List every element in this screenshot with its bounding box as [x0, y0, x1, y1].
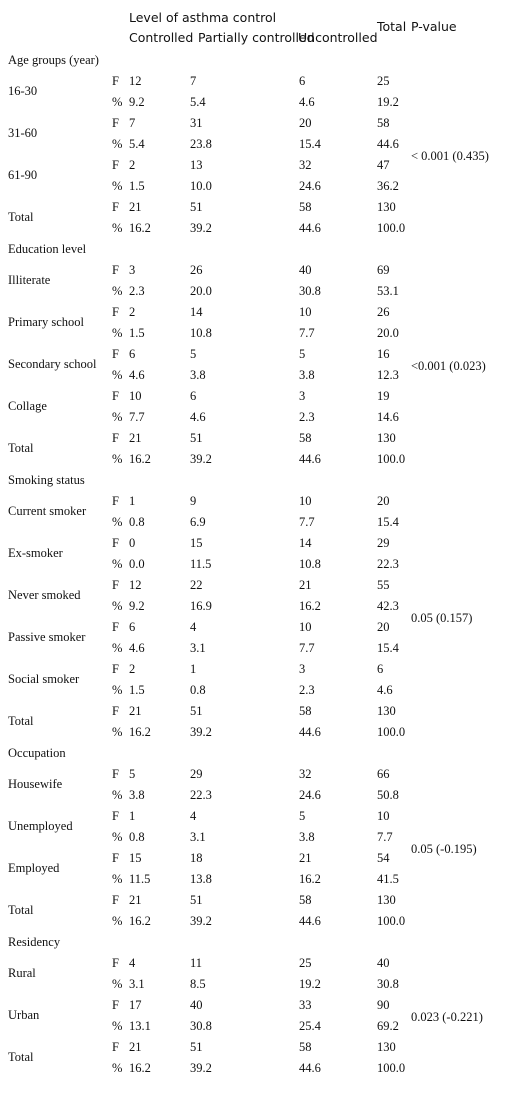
row-group-label: Total — [8, 210, 34, 224]
frequency-cell: 12 — [129, 578, 142, 592]
frequency-cell: 10 — [299, 620, 312, 634]
percent-marker: % — [112, 179, 123, 193]
percent-marker: % — [112, 788, 123, 802]
percent-marker: % — [112, 452, 123, 466]
frequency-cell: 130 — [377, 1040, 396, 1054]
frequency-cell: 21 — [129, 200, 142, 214]
frequency-cell: 55 — [377, 578, 390, 592]
row-group-label: Rural — [8, 966, 36, 980]
percent-cell: 25.4 — [299, 1019, 321, 1033]
frequency-cell: 10 — [129, 389, 142, 403]
percent-cell: 22.3 — [190, 788, 212, 802]
percent-cell: 1.5 — [129, 326, 145, 340]
frequency-cell: 31 — [190, 116, 203, 130]
percent-cell: 0.0 — [129, 557, 145, 571]
frequency-cell: 6 — [299, 74, 306, 88]
frequency-cell: 1 — [190, 662, 197, 676]
percent-cell: 20.0 — [190, 284, 212, 298]
percent-marker: % — [112, 1061, 123, 1075]
percent-cell: 100.0 — [377, 221, 406, 235]
percent-cell: 10.8 — [190, 326, 212, 340]
percent-cell: 2.3 — [129, 284, 145, 298]
percent-cell: 14.6 — [377, 410, 399, 424]
percent-marker: % — [112, 830, 123, 844]
percent-marker: % — [112, 326, 123, 340]
frequency-marker: F — [112, 893, 119, 907]
percent-cell: 39.2 — [190, 221, 212, 235]
frequency-marker: F — [112, 116, 119, 130]
frequency-cell: 58 — [377, 116, 390, 130]
percent-marker: % — [112, 557, 123, 571]
percent-cell: 7.7 — [299, 515, 315, 529]
frequency-cell: 12 — [129, 74, 142, 88]
frequency-cell: 51 — [190, 704, 203, 718]
percent-cell: 13.1 — [129, 1019, 151, 1033]
percent-marker: % — [112, 284, 123, 298]
row-group-label: Passive smoker — [8, 630, 86, 644]
frequency-cell: 14 — [299, 536, 312, 550]
percent-marker: % — [112, 95, 123, 109]
percent-marker: % — [112, 137, 123, 151]
frequency-cell: 11 — [190, 956, 203, 970]
frequency-cell: 130 — [377, 893, 396, 907]
percent-cell: 1.5 — [129, 683, 145, 697]
frequency-cell: 15 — [129, 851, 142, 865]
frequency-cell: 21 — [129, 704, 142, 718]
frequency-cell: 58 — [299, 893, 312, 907]
row-group-label: Never smoked — [8, 588, 81, 602]
frequency-cell: 5 — [299, 809, 306, 823]
row-group-label: 16-30 — [8, 84, 38, 98]
header-partially-controlled: Partially controlled — [198, 30, 315, 45]
frequency-cell: 21 — [129, 431, 142, 445]
percent-cell: 7.7 — [299, 326, 315, 340]
percent-cell: 4.6 — [190, 410, 206, 424]
percent-cell: 7.7 — [129, 410, 145, 424]
percent-cell: 50.8 — [377, 788, 399, 802]
percent-cell: 44.6 — [299, 452, 321, 466]
percent-cell: 24.6 — [299, 179, 321, 193]
frequency-marker: F — [112, 263, 119, 277]
frequency-cell: 2 — [129, 158, 136, 172]
percent-cell: 16.2 — [129, 914, 151, 928]
frequency-cell: 47 — [377, 158, 390, 172]
row-group-label: Employed — [8, 861, 60, 875]
percent-marker: % — [112, 914, 123, 928]
row-group-label: Total — [8, 903, 34, 917]
percent-cell: 16.2 — [129, 452, 151, 466]
p-value-cell: < 0.001 (0.435) — [411, 149, 489, 163]
frequency-marker: F — [112, 494, 119, 508]
section-title: Residency — [8, 935, 61, 949]
percent-cell: 15.4 — [377, 515, 399, 529]
frequency-cell: 40 — [299, 263, 312, 277]
frequency-cell: 40 — [190, 998, 203, 1012]
frequency-cell: 15 — [190, 536, 203, 550]
frequency-cell: 29 — [190, 767, 203, 781]
percent-marker: % — [112, 641, 123, 655]
percent-cell: 15.4 — [299, 137, 321, 151]
frequency-marker: F — [112, 200, 119, 214]
frequency-cell: 3 — [299, 662, 306, 676]
percent-cell: 10.0 — [190, 179, 212, 193]
percent-cell: 100.0 — [377, 725, 406, 739]
frequency-marker: F — [112, 1040, 119, 1054]
frequency-cell: 20 — [377, 620, 390, 634]
frequency-cell: 4 — [190, 809, 197, 823]
percent-cell: 53.1 — [377, 284, 399, 298]
frequency-cell: 25 — [377, 74, 390, 88]
percent-cell: 44.6 — [299, 914, 321, 928]
frequency-marker: F — [112, 536, 119, 550]
percent-cell: 39.2 — [190, 914, 212, 928]
percent-cell: 16.2 — [299, 599, 321, 613]
frequency-cell: 130 — [377, 704, 396, 718]
percent-cell: 1.5 — [129, 179, 145, 193]
percent-cell: 7.7 — [299, 641, 315, 655]
percent-cell: 2.3 — [299, 683, 315, 697]
percent-cell: 12.3 — [377, 368, 399, 382]
frequency-cell: 19 — [377, 389, 390, 403]
frequency-cell: 51 — [190, 1040, 203, 1054]
percent-cell: 20.0 — [377, 326, 399, 340]
header-uncontrolled: Uncontrolled — [298, 30, 378, 45]
percent-cell: 3.8 — [129, 788, 145, 802]
row-group-label: Illiterate — [8, 273, 51, 287]
p-value-cell: 0.05 (-0.195) — [411, 842, 477, 856]
frequency-cell: 5 — [299, 347, 306, 361]
frequency-cell: 21 — [299, 851, 312, 865]
frequency-cell: 17 — [129, 998, 142, 1012]
percent-cell: 30.8 — [377, 977, 399, 991]
frequency-cell: 40 — [377, 956, 390, 970]
percent-cell: 100.0 — [377, 1061, 406, 1075]
row-group-label: 31-60 — [8, 126, 38, 140]
percent-cell: 9.2 — [129, 95, 145, 109]
frequency-cell: 10 — [299, 305, 312, 319]
percent-cell: 22.3 — [377, 557, 399, 571]
percent-cell: 100.0 — [377, 452, 406, 466]
row-group-label: Primary school — [8, 315, 85, 329]
frequency-cell: 21 — [299, 578, 312, 592]
percent-cell: 42.3 — [377, 599, 399, 613]
frequency-cell: 32 — [299, 158, 312, 172]
row-group-label: Unemployed — [8, 819, 73, 833]
row-group-label: Ex-smoker — [8, 546, 63, 560]
frequency-cell: 2 — [129, 305, 136, 319]
percent-cell: 2.3 — [299, 410, 315, 424]
frequency-marker: F — [112, 851, 119, 865]
p-value-cell: <0.001 (0.023) — [411, 359, 486, 373]
percent-cell: 0.8 — [129, 830, 145, 844]
frequency-marker: F — [112, 389, 119, 403]
frequency-cell: 58 — [299, 200, 312, 214]
percent-cell: 4.6 — [377, 683, 393, 697]
percent-cell: 24.6 — [299, 788, 321, 802]
frequency-cell: 33 — [299, 998, 312, 1012]
frequency-marker: F — [112, 809, 119, 823]
percent-cell: 44.6 — [299, 221, 321, 235]
percent-cell: 11.5 — [129, 872, 151, 886]
percent-cell: 36.2 — [377, 179, 399, 193]
percent-cell: 15.4 — [377, 641, 399, 655]
row-group-label: 61-90 — [8, 168, 38, 182]
frequency-cell: 21 — [129, 1040, 142, 1054]
frequency-cell: 29 — [377, 536, 390, 550]
percent-cell: 16.2 — [129, 221, 151, 235]
percent-cell: 41.5 — [377, 872, 399, 886]
percent-marker: % — [112, 221, 123, 235]
frequency-cell: 14 — [190, 305, 203, 319]
frequency-cell: 58 — [299, 704, 312, 718]
percent-cell: 4.6 — [129, 368, 145, 382]
frequency-cell: 66 — [377, 767, 390, 781]
frequency-cell: 26 — [190, 263, 203, 277]
percent-marker: % — [112, 977, 123, 991]
percent-cell: 8.5 — [190, 977, 206, 991]
frequency-cell: 9 — [190, 494, 197, 508]
frequency-marker: F — [112, 767, 119, 781]
percent-cell: 44.6 — [299, 1061, 321, 1075]
section-title: Education level — [8, 242, 87, 256]
row-group-label: Urban — [8, 1008, 40, 1022]
p-value-cell: 0.023 (-0.221) — [411, 1010, 483, 1024]
frequency-cell: 90 — [377, 998, 390, 1012]
frequency-marker: F — [112, 347, 119, 361]
frequency-cell: 4 — [190, 620, 197, 634]
percent-cell: 13.8 — [190, 872, 212, 886]
percent-cell: 39.2 — [190, 725, 212, 739]
header-p-value: P-value — [411, 19, 457, 34]
frequency-cell: 1 — [129, 494, 136, 508]
frequency-cell: 18 — [190, 851, 203, 865]
percent-cell: 9.2 — [129, 599, 145, 613]
percent-marker: % — [112, 683, 123, 697]
percent-cell: 4.6 — [129, 641, 145, 655]
frequency-cell: 4 — [129, 956, 136, 970]
frequency-cell: 2 — [129, 662, 136, 676]
frequency-marker: F — [112, 431, 119, 445]
percent-cell: 16.2 — [129, 1061, 151, 1075]
percent-marker: % — [112, 1019, 123, 1033]
percent-cell: 69.2 — [377, 1019, 399, 1033]
frequency-cell: 6 — [129, 620, 136, 634]
percent-cell: 30.8 — [190, 1019, 212, 1033]
percent-cell: 4.6 — [299, 95, 315, 109]
frequency-cell: 54 — [377, 851, 390, 865]
percent-cell: 10.8 — [299, 557, 321, 571]
frequency-cell: 69 — [377, 263, 390, 277]
percent-marker: % — [112, 368, 123, 382]
row-group-label: Total — [8, 1050, 34, 1064]
frequency-cell: 10 — [377, 809, 390, 823]
percent-cell: 3.8 — [299, 368, 315, 382]
frequency-cell: 3 — [129, 263, 136, 277]
row-group-label: Collage — [8, 399, 47, 413]
row-group-label: Secondary school — [8, 357, 97, 371]
section-title: Smoking status — [8, 473, 85, 487]
frequency-marker: F — [112, 158, 119, 172]
percent-cell: 39.2 — [190, 452, 212, 466]
percent-cell: 3.8 — [190, 368, 206, 382]
frequency-marker: F — [112, 704, 119, 718]
percent-cell: 3.1 — [129, 977, 145, 991]
frequency-cell: 5 — [129, 767, 136, 781]
percent-cell: 7.7 — [377, 830, 393, 844]
percent-marker: % — [112, 515, 123, 529]
frequency-cell: 7 — [129, 116, 136, 130]
percent-cell: 44.6 — [299, 725, 321, 739]
header-total: Total — [377, 19, 407, 34]
percent-cell: 39.2 — [190, 1061, 212, 1075]
percent-cell: 16.9 — [190, 599, 212, 613]
frequency-marker: F — [112, 74, 119, 88]
percent-cell: 0.8 — [129, 515, 145, 529]
frequency-cell: 26 — [377, 305, 390, 319]
percent-marker: % — [112, 599, 123, 613]
percent-cell: 11.5 — [190, 557, 212, 571]
frequency-cell: 16 — [377, 347, 390, 361]
frequency-cell: 21 — [129, 893, 142, 907]
frequency-cell: 25 — [299, 956, 312, 970]
percent-marker: % — [112, 410, 123, 424]
row-group-label: Total — [8, 441, 34, 455]
percent-cell: 3.1 — [190, 641, 206, 655]
frequency-cell: 130 — [377, 200, 396, 214]
frequency-cell: 51 — [190, 200, 203, 214]
section-title: Occupation — [8, 746, 66, 760]
frequency-marker: F — [112, 956, 119, 970]
frequency-cell: 1 — [129, 809, 136, 823]
frequency-cell: 10 — [299, 494, 312, 508]
frequency-cell: 6 — [377, 662, 384, 676]
percent-cell: 100.0 — [377, 914, 406, 928]
percent-cell: 3.8 — [299, 830, 315, 844]
row-group-label: Current smoker — [8, 504, 87, 518]
frequency-marker: F — [112, 578, 119, 592]
percent-cell: 5.4 — [190, 95, 206, 109]
frequency-cell: 6 — [190, 389, 197, 403]
percent-cell: 16.2 — [129, 725, 151, 739]
percent-cell: 19.2 — [377, 95, 399, 109]
frequency-marker: F — [112, 305, 119, 319]
frequency-cell: 22 — [190, 578, 203, 592]
percent-cell: 6.9 — [190, 515, 206, 529]
frequency-cell: 32 — [299, 767, 312, 781]
row-group-label: Social smoker — [8, 672, 80, 686]
percent-cell: 3.1 — [190, 830, 206, 844]
section-title: Age groups (year) — [8, 53, 99, 67]
frequency-cell: 20 — [377, 494, 390, 508]
frequency-cell: 58 — [299, 1040, 312, 1054]
frequency-cell: 13 — [190, 158, 203, 172]
p-value-cell: 0.05 (0.157) — [411, 611, 473, 625]
frequency-marker: F — [112, 620, 119, 634]
frequency-cell: 130 — [377, 431, 396, 445]
header-controlled: Controlled — [129, 30, 194, 45]
percent-cell: 0.8 — [190, 683, 206, 697]
percent-cell: 23.8 — [190, 137, 212, 151]
row-group-label: Total — [8, 714, 34, 728]
percent-cell: 30.8 — [299, 284, 321, 298]
percent-cell: 16.2 — [299, 872, 321, 886]
frequency-cell: 51 — [190, 431, 203, 445]
frequency-cell: 51 — [190, 893, 203, 907]
frequency-cell: 6 — [129, 347, 136, 361]
frequency-cell: 58 — [299, 431, 312, 445]
header-level-title: Level of asthma control — [129, 10, 277, 25]
frequency-cell: 0 — [129, 536, 136, 550]
percent-cell: 5.4 — [129, 137, 145, 151]
frequency-cell: 20 — [299, 116, 312, 130]
percent-marker: % — [112, 725, 123, 739]
row-group-label: Housewife — [8, 777, 63, 791]
percent-cell: 44.6 — [377, 137, 399, 151]
percent-cell: 19.2 — [299, 977, 321, 991]
percent-marker: % — [112, 872, 123, 886]
frequency-cell: 7 — [190, 74, 197, 88]
frequency-marker: F — [112, 998, 119, 1012]
frequency-cell: 5 — [190, 347, 197, 361]
frequency-cell: 3 — [299, 389, 306, 403]
frequency-marker: F — [112, 662, 119, 676]
